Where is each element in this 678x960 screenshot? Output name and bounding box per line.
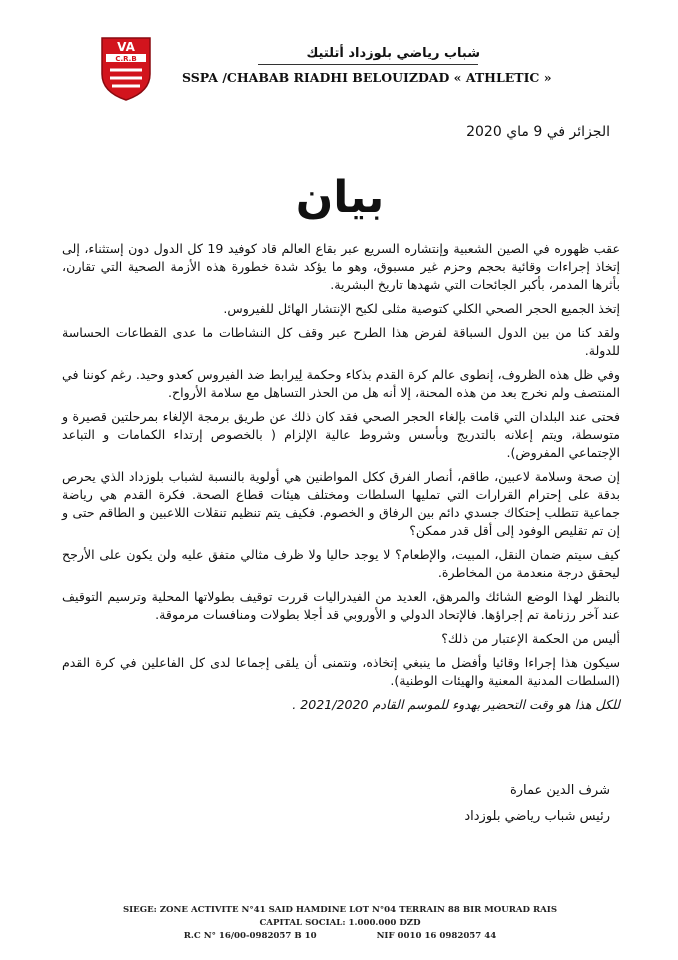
signature-block <box>300 778 610 830</box>
paragraph: للكل هذا هو وقت التحضير بهدوء للموسم القادم 2021/2020 . <box>292 697 620 712</box>
paragraph: كيف سيتم ضمان النقل، المبيت، والإطعام؟ لا يوجد حاليا ولا ظرف مثالي متفق عليه ولن يكون على الأرجح ليحقق درجة منعدمة من المخاطرة. <box>62 547 620 580</box>
paragraph: إتخذ الجميع الحجر الصحي الكلي كتوصية مثلى لكبح الإنتشار الهائل للفيروس. <box>223 301 620 316</box>
club-name-arabic: شباب رياضي بلوزداد أتلتيك <box>306 46 480 61</box>
footer-capital: CAPITAL SOCIAL: 1.000.000 DZD <box>259 918 421 928</box>
logo-letters: VA <box>117 40 135 54</box>
paragraph: ولقد كنا من بين الدول السباقة لفرض هذا الطرح عبر وقف كل النشاطات ما عدى القطاعات الحساسة للدولة. <box>62 325 620 358</box>
signatory-role: رئيس شباب رياضي بلوزداد <box>464 809 610 824</box>
footer <box>110 904 570 943</box>
signatory-name: شرف الدين عمارة <box>509 783 610 798</box>
paragraph: عقب ظهوره في الصين الشعبية وإنتشاره السريع عبر بقاع العالم قاد كوفيد 19 كل الدول دون إستثناء، إلى إتخاذ إجراءات وقائية بحجم وحزم غير مسبوق، وهو ما يؤكد شدة خطورة هذه الأزمة الصحية التي تقارن، بأثرها المدمر، بأكبر الجائحات التي شهدها تاريخ البشرية. <box>62 241 620 292</box>
date-line: الجزائر في 9 ماي 2020 <box>466 124 610 140</box>
footer-address: SIEGE: ZONE ACTIVITE N°41 SAID HAMDINE LOT N°04 TERRAIN 88 BIR MOURAD RAIS <box>122 905 558 915</box>
paragraph: أليس من الحكمة الإعتبار من ذلك؟ <box>441 631 620 646</box>
footer-rc: R.C N° 16/00-0982057 B 10 <box>183 931 317 941</box>
header-divider <box>258 64 478 65</box>
paragraph: سيكون هذا إجراءا وقائيا وأفضل ما ينبغي إتخاذه، ونتمنى أن يلقى إجماعا لدى كل الفاعلين في كرة القدم (السلطات المدنية المعنية والهيئات الوطنية). <box>62 655 620 688</box>
logo-band-text: C.R.B <box>115 55 137 63</box>
paragraph: بالنظر لهذا الوضع الشائك والمرهق، العديد من الفيدراليات قررت توقيف بطولاتها المحلية وترسيم التوقيف عند آخر رزنامة تم إجراؤها. فالإتحاد الدولي و الأوروبي قد أجلا بطولات ومنافسات مرموقة. <box>62 589 620 622</box>
club-logo <box>98 34 154 102</box>
paragraph: وفي ظل هذه الظروف، إنطوى عالم كرة القدم بذكاء وحكمة لِيرابط ضد الفيروس كعدو وحيد. رغم كوننا في المنتصف ولم نخرج بعد من هذه المحنة، إلا أنه هل من الحذر التساهل مع سلامة الأرواح. <box>62 367 620 400</box>
statement-body <box>62 240 620 720</box>
footer-nif: NIF 0010 16 0982057 44 <box>376 931 497 941</box>
paragraph: فحتى عند البلدان التي قامت بإلغاء الحجر الصحي فقد كان ذلك عن طريق برمجة الإلغاء بمرحلتين قصيرة و متوسطة، ويتم إعلانه بالتدريج وبأسس وشروط عالية الإلزام ( بالخصوص إرتداء الكمامات و التباعد الإجتماعي المفروض). <box>62 409 620 460</box>
club-name-french: SSPA /CHABAB RIADHI BELOUIZDAD « ATHLETIC » <box>182 70 552 85</box>
paragraph: إن صحة وسلامة لاعبين، طاقم، أنصار الفرق ككل المواطنين هي أولوية بالنسبة لشباب بلوزداد الذي يحرص بدقة على إحترام القرارات التي تمليها السلطات ومختلف هيئات قطاع الصحة. فكرة القدم هي رياضة جماعية تتطلب إحتكاك جسدي دائم بين الرفاق و الخصوم. فكيف يتم تنظيم تنقلات اللاعبين و الطاقم حتى و إن تم تقليص الوفود إلى أقل قدر ممكن؟ <box>62 469 620 538</box>
statement-title: بيان <box>295 172 385 223</box>
